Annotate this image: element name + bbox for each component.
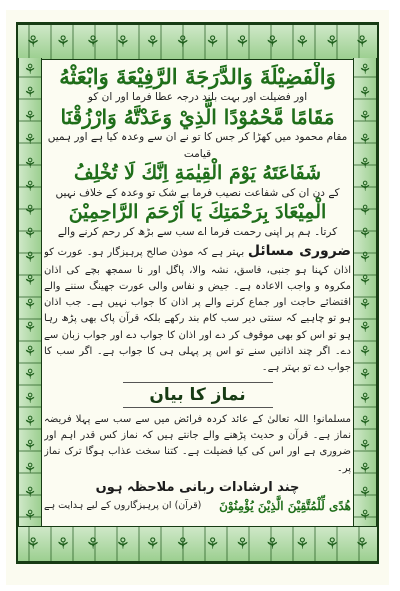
flower-ornament-icon: ⚘: [358, 367, 372, 384]
bottom-border-band: [18, 526, 377, 562]
flower-ornament-icon: ⚘: [354, 534, 370, 553]
flower-ornament-icon: ⚘: [23, 61, 37, 78]
flower-ornament-icon: ⚘: [23, 367, 37, 384]
flower-ornament-icon: ⚘: [205, 32, 220, 51]
namaz-subheading: چند ارشادات ربانی ملاحظہ ہوں: [95, 479, 300, 495]
flower-ornament-icon: ⚘: [294, 32, 310, 51]
arabic-line-2: مَقَامًا مَّحْمُوْدًا الَّذِيْ وَعَدْتَّهُ وَارْزُقْنَا: [60, 105, 335, 130]
flower-ornament-icon: ⚘: [175, 32, 190, 51]
flower-ornament-icon: ⚘: [23, 414, 37, 431]
flower-ornament-icon: ⚘: [358, 414, 372, 431]
flower-ornament-icon: ⚘: [23, 108, 37, 125]
flower-ornament-icon: ⚘: [23, 296, 37, 313]
flower-ornament-icon: ⚘: [235, 534, 250, 553]
flower-ornament-icon: ⚘: [55, 32, 71, 51]
flower-ornament-icon: ⚘: [324, 534, 340, 553]
flower-ornament-icon: ⚘: [23, 226, 37, 243]
flower-ornament-icon: ⚘: [23, 179, 37, 196]
quran-verse: ھُدًی لِّلْمُتَّقِیْنَ الَّذِیْنَ یُؤْمِنُوْنَ: [219, 499, 351, 513]
urdu-line-1: اور فضیلت اور بہت بلند درجہ عطا فرما اور ان کو: [87, 91, 308, 104]
flower-ornament-icon: ⚘: [358, 390, 372, 407]
flower-ornament-icon: ⚘: [23, 484, 37, 501]
flower-ornament-icon: ⚘: [324, 32, 340, 51]
flower-ornament-icon: ⚘: [25, 534, 41, 553]
page-content: [44, 62, 351, 524]
arabic-line-1: وَالْفَضِيْلَةَ وَالدَّرَجَةَ الرَّفِيْعَةَ وَابْعَثْهُ: [59, 64, 336, 89]
flower-ornament-icon: ⚘: [358, 249, 372, 266]
flower-ornament-icon: ⚘: [358, 461, 372, 478]
flower-ornament-icon: ⚘: [235, 32, 250, 51]
flower-ornament-icon: ⚘: [23, 155, 37, 172]
flower-ornament-icon: ⚘: [85, 32, 100, 51]
flower-ornament-icon: ⚘: [23, 390, 37, 407]
verse-meaning: (قرآن) ان پرہیزگاروں کے لیے ہدایت ہے: [44, 499, 202, 511]
right-border-band: [353, 58, 377, 528]
flower-ornament-icon: ⚘: [358, 202, 372, 219]
flower-ornament-icon: ⚘: [205, 534, 220, 553]
flower-ornament-icon: ⚘: [358, 484, 372, 501]
flower-ornament-icon: ⚘: [358, 273, 372, 290]
flower-ornament-icon: ⚘: [358, 155, 372, 172]
flower-ornament-icon: ⚘: [115, 32, 130, 51]
flower-ornament-icon: ⚘: [23, 508, 37, 525]
arabic-line-3: شَفَاعَتَهُ يَوْمَ الْقِيٰمَةِ اِنَّكَ لَا تُخْلِفُ: [73, 161, 322, 184]
ornamental-frame: [16, 22, 379, 564]
flower-ornament-icon: ⚘: [85, 534, 100, 553]
masail-heading: ضروری مسائل: [247, 243, 351, 260]
flower-ornament-icon: ⚘: [23, 320, 37, 337]
namaz-paragraph: مسلمانو! اللہ تعالیٰ کے عائد کردہ فرائض میں سے سب سے پہلا فریضہ نماز ہے۔ قرآن و حدیث پڑھنے والے جانتے ہیں کہ نماز کس قدر اہم اور ضروری ہے اور اس کی کیا فضیلت ہے۔ کتنا سخت عذاب ہوگا ترک نماز پر۔: [44, 414, 351, 474]
flower-ornament-icon: ⚘: [358, 320, 372, 337]
namaz-section-title: نماز کا بیان: [123, 382, 273, 408]
masail-text: بہتر ہے کہ موذن صالح پرہیزگار ہو۔ عورت کو اذان کہنا ہو جنبی، فاسق، نشہ والا، پاگل اور نا سمجھ بچے کی اذان مکروہ و واجب الاعادہ ہے۔ جیض و نفاس والی عورت جھینگ سننے والے اقتضائے حاجت اور جماع کرنے والے پر اذان کا جواب نہیں ہے۔ جب اذان ہو تو چاہیے کہ سنتی دیر سب کام بند رکھے بلکہ قرآن پاک بھی پڑھ رہا ہو تو اس کو بھی موقوف کر دے اور اذان کا جواب دے اور جواب زبان سے دے۔ اگر چند اذانیں سنے تو اس پر پہلی ہی کا جواب ہے۔ اگر سب کا جواب دے تو بہتر ہے۔: [44, 247, 351, 373]
urdu-line-3: کے دن ان کی شفاعت نصیب فرما بے شک تو وعدہ کے خلاف نہیں: [55, 186, 340, 199]
flower-ornament-icon: ⚘: [358, 132, 372, 149]
flower-ornament-icon: ⚘: [358, 108, 372, 125]
flower-ornament-icon: ⚘: [354, 32, 370, 51]
flower-ornament-icon: ⚘: [23, 85, 37, 102]
flower-ornament-icon: ⚘: [23, 249, 37, 266]
flower-ornament-icon: ⚘: [115, 534, 130, 553]
verse-line: [44, 499, 351, 514]
flower-ornament-icon: ⚘: [23, 461, 37, 478]
flower-ornament-icon: ⚘: [358, 437, 372, 454]
flower-ornament-icon: ⚘: [294, 534, 310, 553]
flower-ornament-icon: ⚘: [358, 296, 372, 313]
flower-ornament-icon: ⚘: [358, 61, 372, 78]
flower-ornament-icon: ⚘: [23, 132, 37, 149]
flower-ornament-icon: ⚘: [358, 508, 372, 525]
flower-ornament-icon: ⚘: [265, 32, 280, 51]
flower-ornament-icon: ⚘: [25, 32, 41, 51]
left-border-band: [18, 58, 42, 528]
arabic-line-4: الْمِيْعَادَ بِرَحْمَتِكَ يَا اَرْحَمَ الرَّاحِمِيْنَ: [68, 201, 327, 224]
flower-ornament-icon: ⚘: [358, 226, 372, 243]
flower-ornament-icon: ⚘: [23, 202, 37, 219]
flower-ornament-icon: ⚘: [23, 437, 37, 454]
flower-ornament-icon: ⚘: [145, 534, 160, 553]
flower-ornament-icon: ⚘: [175, 534, 190, 553]
flower-ornament-icon: ⚘: [23, 273, 37, 290]
flower-ornament-icon: ⚘: [145, 32, 160, 51]
top-border-band: [18, 24, 377, 60]
flower-ornament-icon: ⚘: [23, 343, 37, 360]
masail-paragraph: [44, 240, 351, 376]
flower-ornament-icon: ⚘: [358, 179, 372, 196]
flower-ornament-icon: ⚘: [265, 534, 280, 553]
flower-ornament-icon: ⚘: [358, 85, 372, 102]
urdu-line-4: کرتا۔ ہم پر اپنی رحمت فرما اے سب سے بڑھ کر رحم کرنے والے: [57, 225, 338, 238]
flower-ornament-icon: ⚘: [358, 343, 372, 360]
urdu-line-2: مقام محمود میں کھڑا کر جس کا تو نے ان سے وعدہ کیا ہے اور ہمیں قیامت: [47, 131, 348, 160]
flower-ornament-icon: ⚘: [55, 534, 71, 553]
